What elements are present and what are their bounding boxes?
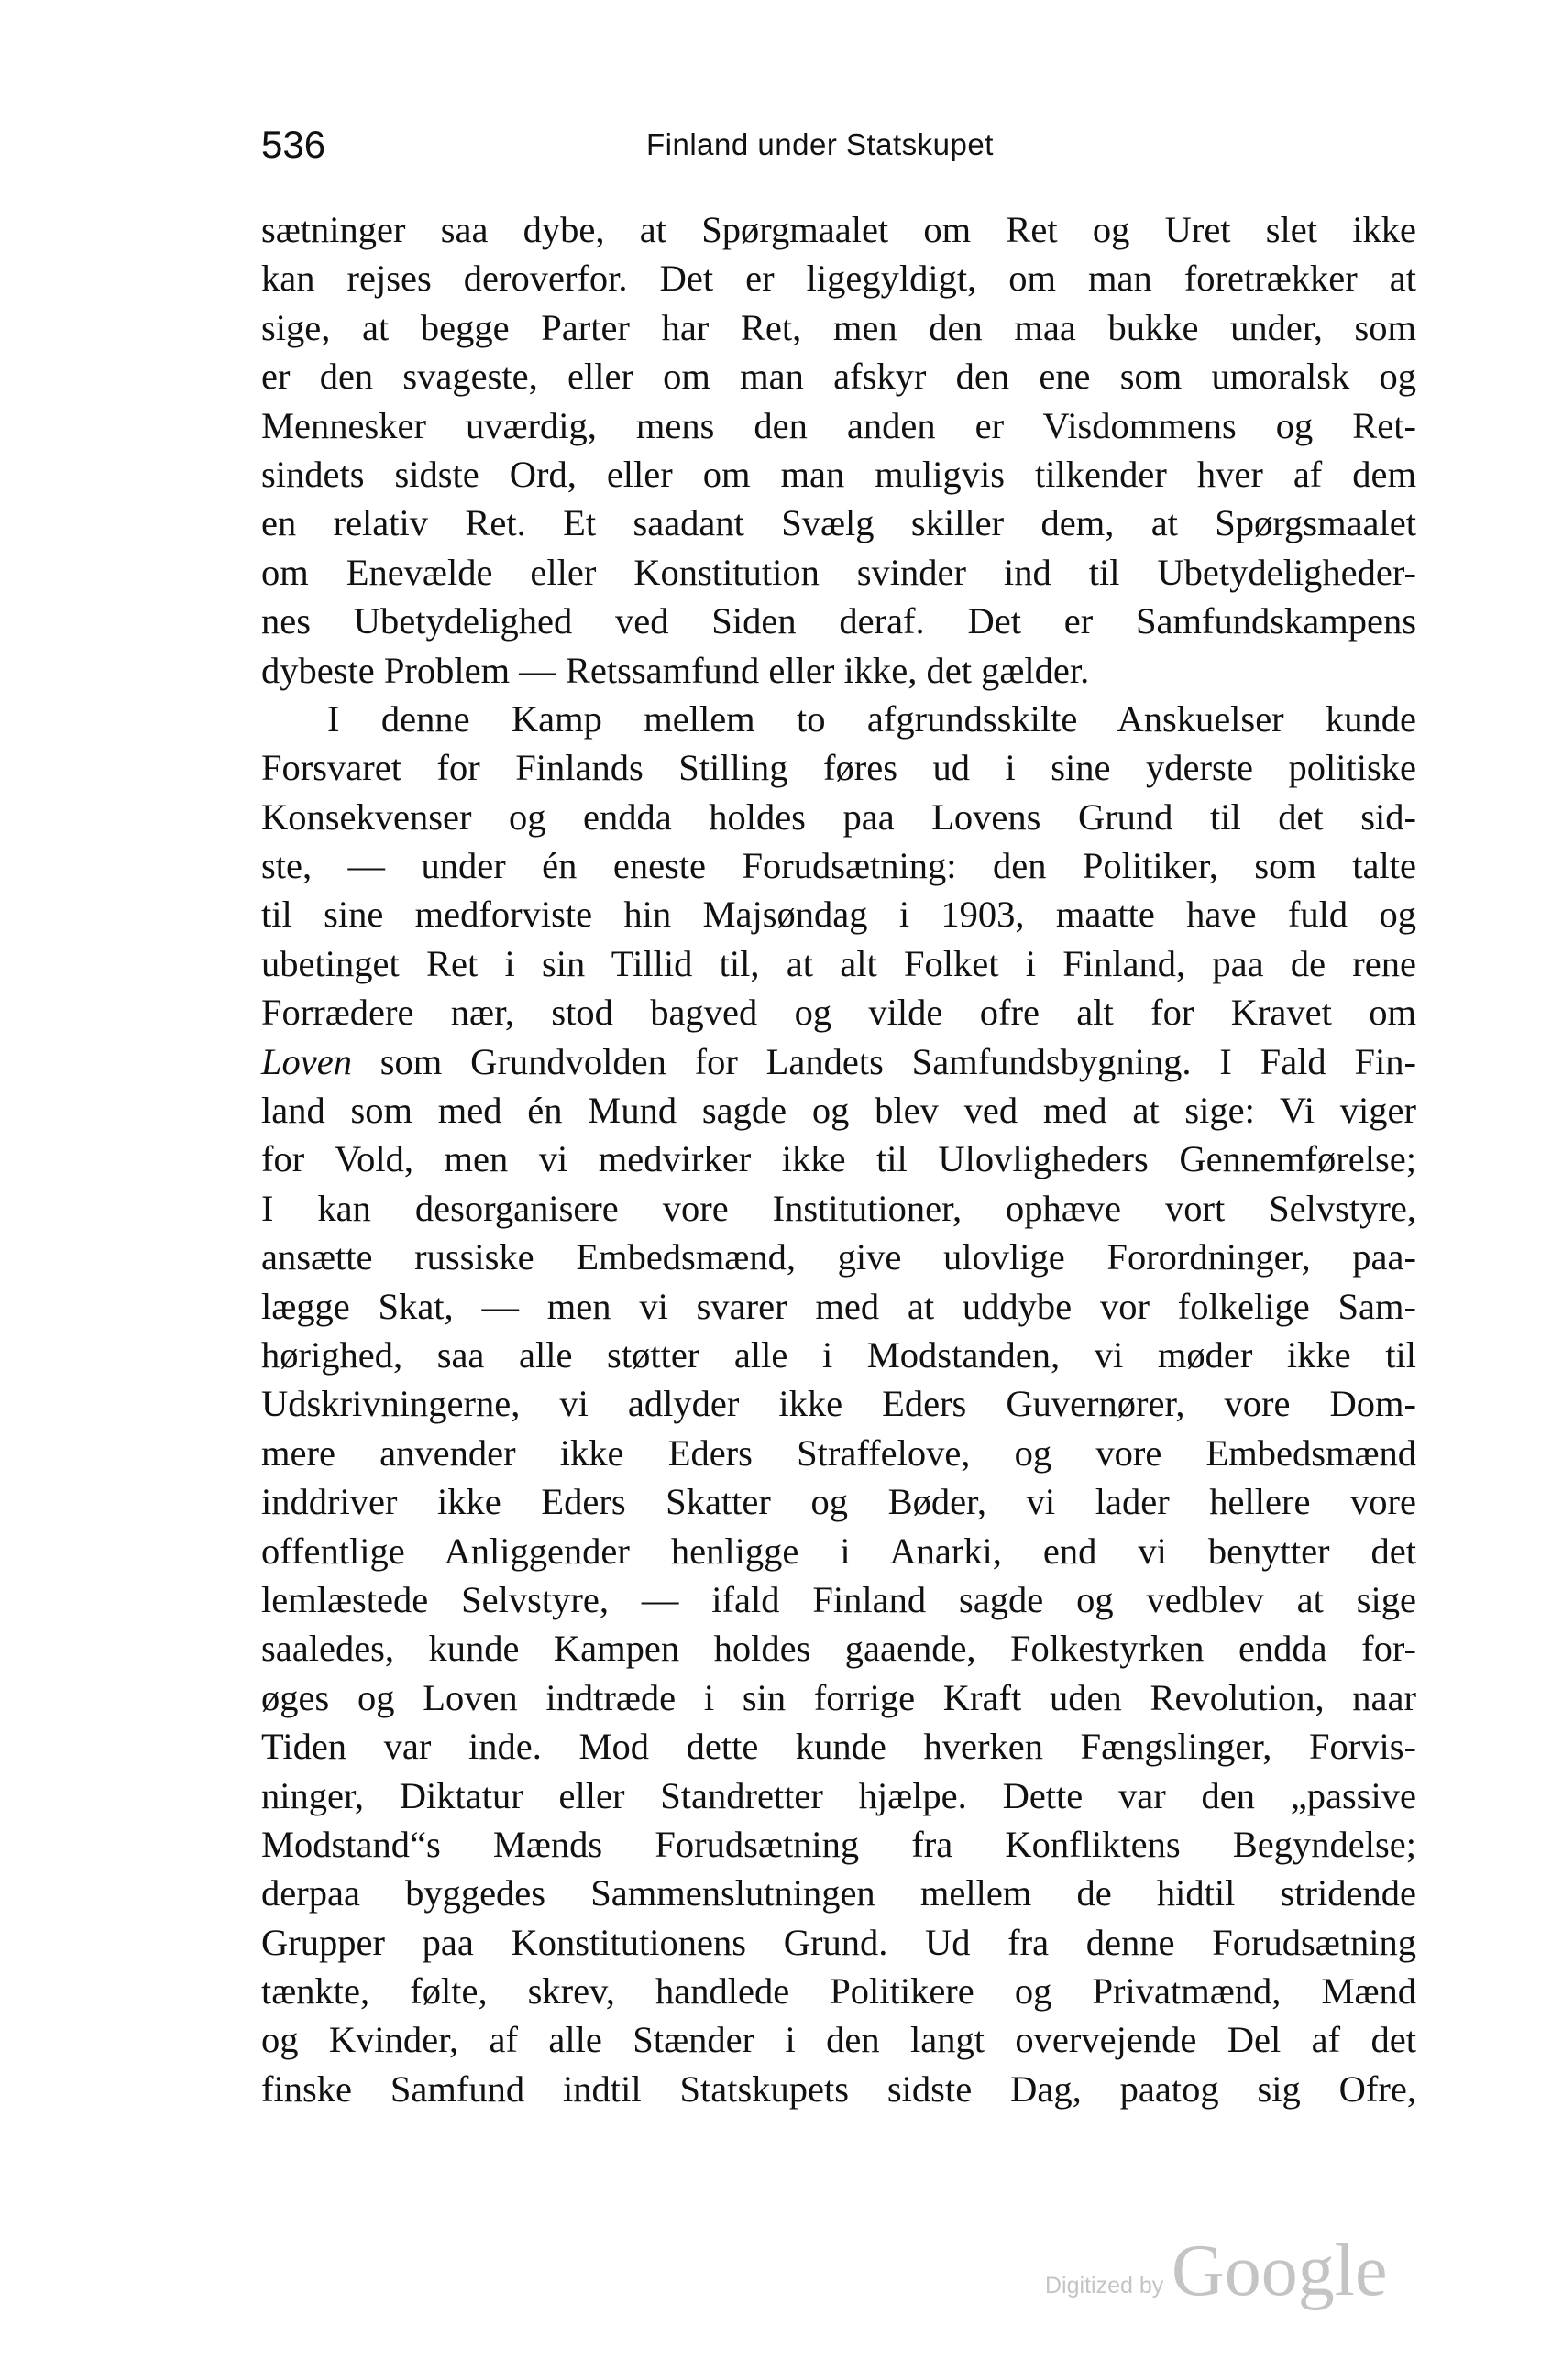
text-line: for Vold, men vi medvirker ikke til Ulovligheders Gennemførelse; xyxy=(261,1138,1416,1180)
text-line: Forrædere nær, stod bagved og vilde ofre alt for Kravet om xyxy=(261,992,1416,1034)
text-line: om Enevælde eller Konstitution svinder ind til Ubetydeligheder- xyxy=(261,551,1416,593)
text-line-with-italic xyxy=(261,1037,1416,1086)
text-line: en relativ Ret. Et saadant Svælg skiller dem, at Spørgsmaalet xyxy=(261,502,1416,544)
page-header xyxy=(261,117,1402,172)
digitized-by-watermark xyxy=(1045,2232,1393,2314)
text-line: offentlige Anliggender henligge i Anarki, end vi benytter det xyxy=(261,1530,1416,1572)
running-head: Finland under Statskupet xyxy=(646,127,994,161)
text-line: Modstand“s Mænds Forudsætning fra Konfliktens Begyndelse; xyxy=(261,1823,1416,1865)
text-line: lemlæstede Selvstyre, — ifald Finland sagde og vedblev at sige xyxy=(261,1578,1416,1620)
text-line: Konsekvenser og endda holdes paa Lovens Grund til det sid- xyxy=(261,795,1416,838)
text-line: mere anvender ikke Eders Straffelove, og vore Embedsmænd xyxy=(261,1431,1416,1474)
watermark-prefix: Digitized by xyxy=(1045,2273,1164,2298)
google-logo: Google xyxy=(1172,2231,1388,2311)
text-line: inddriver ikke Eders Skatter og Bøder, vi lader hellere vore xyxy=(261,1481,1416,1523)
text-line: land som med én Mund sagde og blev ved med at sige: Vi viger xyxy=(261,1090,1416,1132)
text-line: sætninger saa dybe, at Spørgmaalet om Ret og Uret slet ikke xyxy=(261,209,1416,250)
text-line: til sine medforviste hin Majsøndag i 1903, maatte have fuld og xyxy=(261,894,1416,936)
page-number: 536 xyxy=(261,123,326,166)
text-line: tænkte, følte, skrev, handlede Politikere og Privatmænd, Mænd xyxy=(261,1970,1416,2013)
text-line: øges og Loven indtræde i sin forrige Kraft uden Revolution, naar xyxy=(261,1676,1416,1718)
italic-word: Loven xyxy=(261,1040,352,1082)
text-line: sindets sidste Ord, eller om man muligvis tilkender hver af dem xyxy=(261,453,1416,495)
text-line: dybeste Problem — Retssamfund eller ikke, det gælder. xyxy=(261,649,1090,691)
text-line: ubetinget Ret i sin Tillid til, at alt Folket i Finland, paa de rene xyxy=(261,942,1416,984)
text-line: Grupper paa Konstitutionens Grund. Ud fra denne Forudsætning xyxy=(261,1921,1416,1963)
text-line: Tiden var inde. Mod dette kunde hverken Fængslinger, Forvis- xyxy=(261,1726,1416,1768)
text-line: ninger, Diktatur eller Standretter hjælpe. Dette var den „passive xyxy=(261,1774,1416,1816)
text-line: derpaa byggedes Sammenslutningen mellem de hidtil stridende xyxy=(261,1872,1416,1914)
text-line-rest: som Grundvolden for Landets Samfundsbygning. I Fald Fin- xyxy=(380,1040,1416,1082)
text-line: lægge Skat, — men vi svarer med at uddybe vor folkelige Sam- xyxy=(261,1285,1416,1327)
text-line: er den svageste, eller om man afskyr den ene som umoralsk og xyxy=(261,356,1416,398)
text-line: Udskrivningerne, vi adlyder ikke Eders Guvernører, vore Dom- xyxy=(261,1383,1416,1425)
text-line: Mennesker uværdig, mens den anden er Visdommens og Ret- xyxy=(261,404,1416,446)
text-line: sige, at begge Parter har Ret, men den maa bukke under, som xyxy=(261,306,1416,348)
text-line: hørighed, saa alle støtter alle i Modstanden, vi møder ikke til xyxy=(261,1333,1416,1376)
text-line: I kan desorganisere vore Institutioner, ophæve vort Selvstyre, xyxy=(261,1187,1416,1229)
text-line: og Kvinder, af alle Stænder i den langt overvejende Del af det xyxy=(261,2019,1416,2061)
paragraph-first-line: I denne Kamp mellem to afgrundsskilte Anskuelser kunde xyxy=(327,697,1416,740)
text-line: kan rejses deroverfor. Det er ligegyldigt, om man foretrækker at xyxy=(261,258,1416,300)
text-line: saaledes, kunde Kampen holdes gaaende, Folkestyrken endda for- xyxy=(261,1628,1416,1670)
text-line: nes Ubetydelighed ved Siden deraf. Det er Samfundskampens xyxy=(261,600,1416,642)
text-line: Forsvaret for Finlands Stilling føres ud i sine yderste politiske xyxy=(261,747,1416,789)
body-text xyxy=(261,205,1416,2113)
text-line: ste, — under én eneste Forudsætning: den Politiker, som talte xyxy=(261,845,1416,887)
text-line: finske Samfund indtil Statskupets sidste Dag, paatog sig Ofre, xyxy=(261,2067,1416,2110)
text-line: ansætte russiske Embedsmænd, give ulovlige Forordninger, paa- xyxy=(261,1236,1416,1278)
